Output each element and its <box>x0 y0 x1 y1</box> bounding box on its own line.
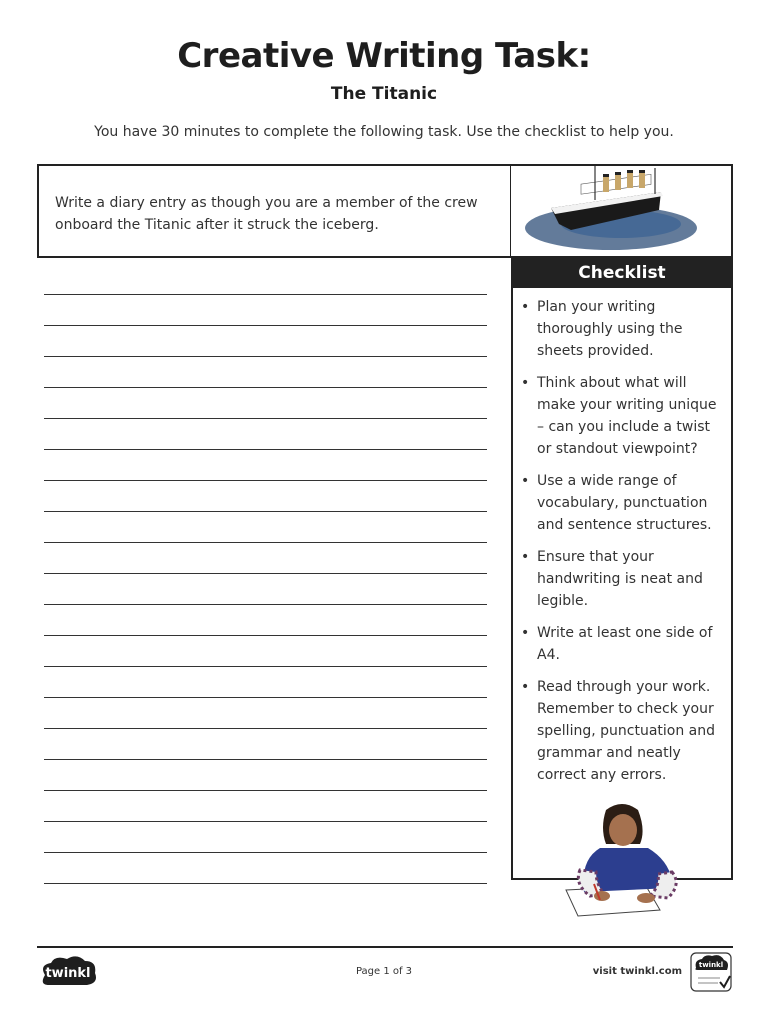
writing-line[interactable] <box>44 573 487 604</box>
writing-line[interactable] <box>44 635 487 666</box>
writing-line[interactable] <box>44 356 487 387</box>
checklist-item: • Read through your work. Remember to check your spelling, punctuation and grammar and neatly correct any errors. <box>519 676 725 786</box>
writing-line[interactable] <box>44 387 487 418</box>
writing-line[interactable] <box>44 728 487 759</box>
writing-line[interactable] <box>44 449 487 480</box>
checklist-item: • Ensure that your handwriting is neat and legible. <box>519 546 725 612</box>
writing-line[interactable] <box>44 790 487 821</box>
task-box <box>37 164 733 258</box>
writing-line[interactable] <box>44 697 487 728</box>
checklist-item: • Plan your writing thoroughly using the sheets provided. <box>519 296 725 362</box>
writing-line[interactable] <box>44 480 487 511</box>
bullet-icon: • <box>521 473 530 489</box>
badge-text: twinkl <box>698 961 724 969</box>
bullet-icon: • <box>521 679 530 695</box>
writing-line[interactable] <box>44 294 487 325</box>
visit-link[interactable]: visit twinkl.com <box>592 966 682 977</box>
checklist-item: • Use a wide range of vocabulary, punctuation and sentence structures. <box>519 470 725 536</box>
writing-line[interactable] <box>44 604 487 635</box>
checklist-item: • Think about what will make your writing unique – can you include a twist or standout viewpoint? <box>519 372 725 460</box>
bullet-icon: • <box>521 375 530 391</box>
checklist-panel <box>511 256 733 880</box>
titanic-illustration <box>511 166 731 256</box>
instructions-text: You have 30 minutes to complete the following task. Use the checklist to help you. <box>94 124 674 140</box>
bullet-icon: • <box>521 299 530 315</box>
girl-writing-illustration <box>560 800 700 920</box>
writing-line[interactable] <box>44 418 487 449</box>
task-prompt: Write a diary entry as though you are a member of the crew onboard the Titanic after it struck the iceberg. <box>39 166 511 256</box>
writing-line[interactable] <box>44 883 487 914</box>
writing-line[interactable] <box>44 511 487 542</box>
writing-line[interactable] <box>44 542 487 573</box>
page-subtitle: The Titanic <box>330 84 438 104</box>
ship-icon <box>511 166 731 260</box>
quality-badge <box>690 952 732 992</box>
writing-line[interactable] <box>44 325 487 356</box>
writing-lines[interactable] <box>44 294 487 914</box>
checklist-item: • Write at least one side of A4. <box>519 622 725 666</box>
checklist-list <box>513 288 731 786</box>
footer-divider <box>37 946 733 948</box>
checklist-heading: Checklist <box>513 258 731 288</box>
page-number: Page 1 of 3 <box>355 966 413 977</box>
writing-line[interactable] <box>44 852 487 883</box>
logo-text: twinkl <box>45 966 91 981</box>
writing-line[interactable] <box>44 666 487 697</box>
writing-line[interactable] <box>44 821 487 852</box>
writing-line[interactable] <box>44 759 487 790</box>
page-title: Creative Writing Task: <box>177 36 591 76</box>
bullet-icon: • <box>521 549 530 565</box>
bullet-icon: • <box>521 625 530 641</box>
